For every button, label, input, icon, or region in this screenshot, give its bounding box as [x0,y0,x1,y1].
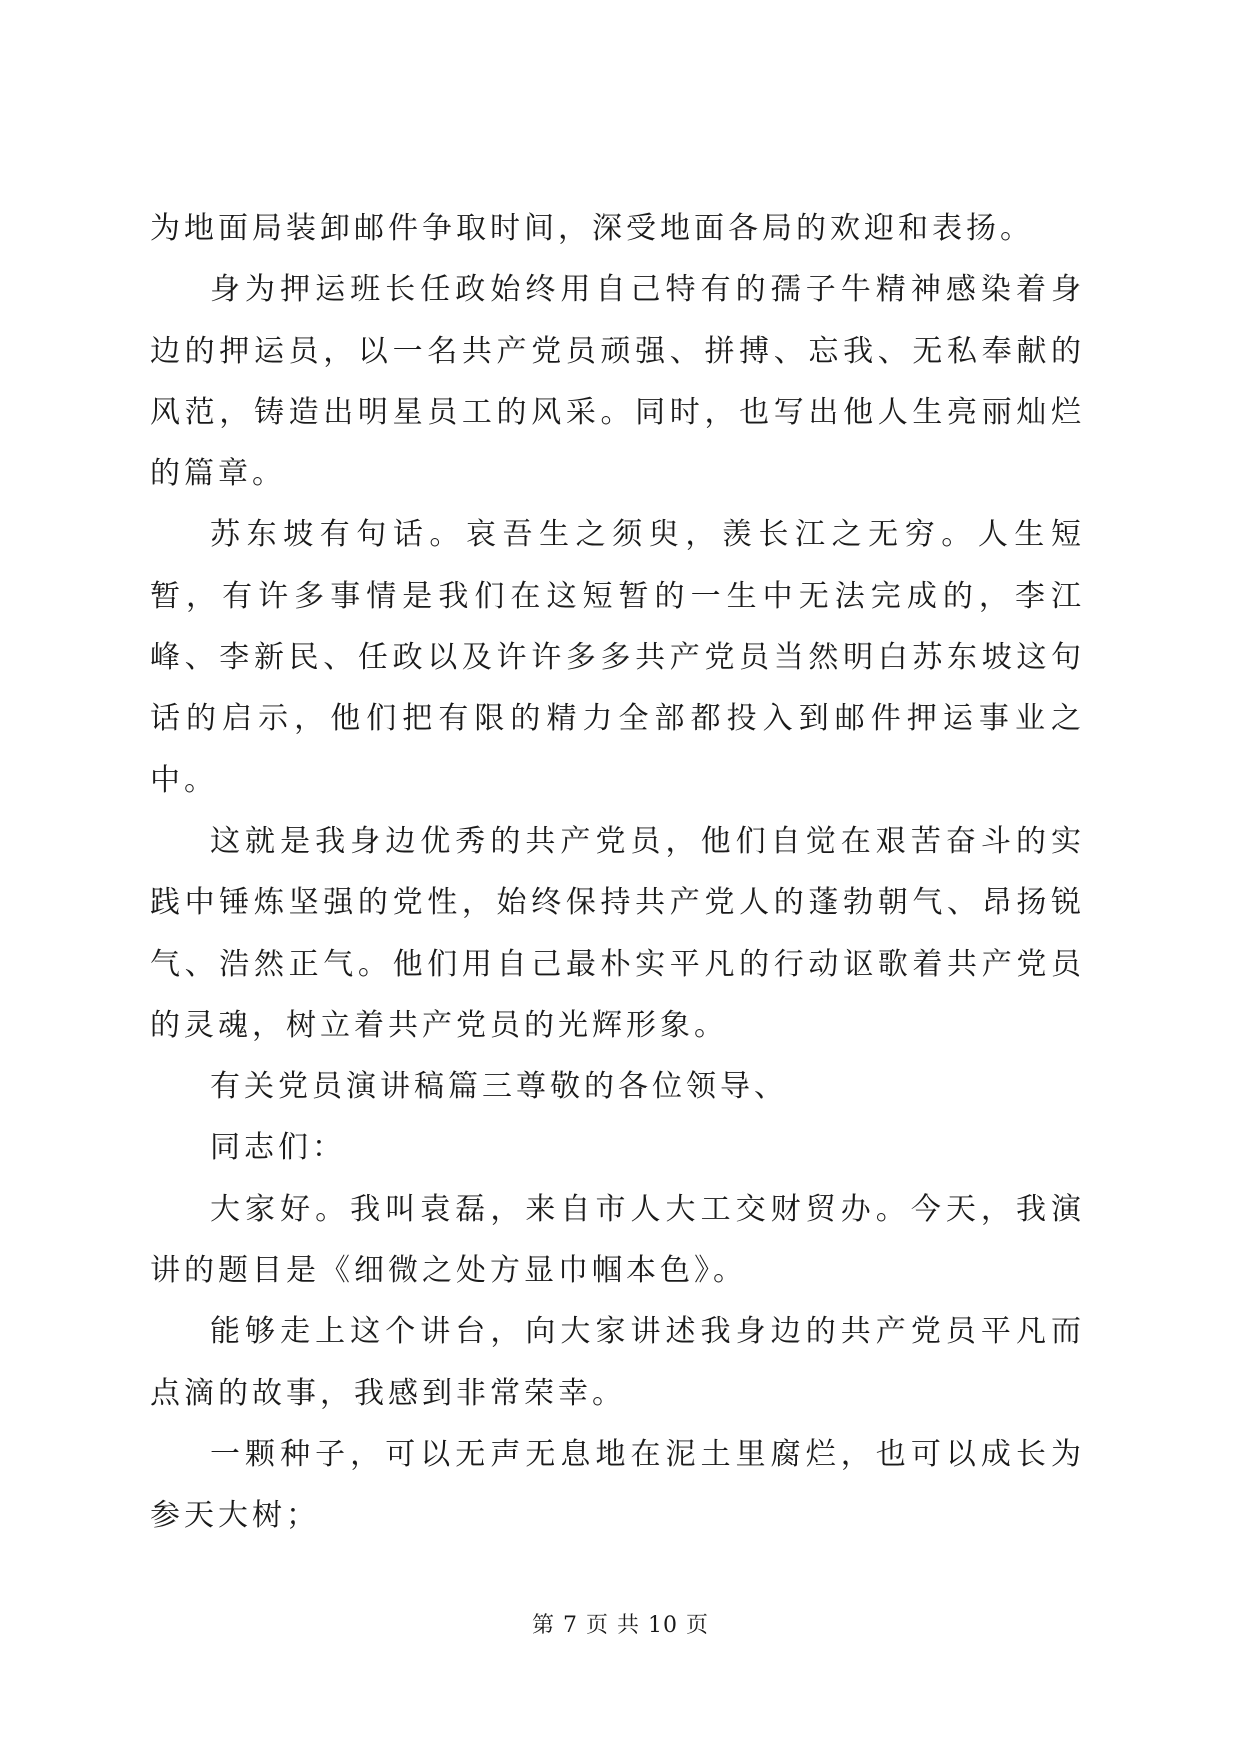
paragraph-honored: 能够走上这个讲台，向大家讲述我身边的共产党员平凡而点滴的故事，我感到非常荣幸。 [150,1314,1085,1411]
paragraph-greeting: 同志们： [210,1130,346,1166]
paragraph-ren-zheng: 身为押运班长任政始终用自己特有的孺子牛精神感染着身边的押运员，以一名共产党员顽强、拼搏、忘我、无私奉献的风范，铸造出明星员工的风采。同时，也写出他人生亮丽灿烂的篇章。 [150,272,1085,492]
paragraph-su-dongpo: 苏东坡有句话。哀吾生之须臾，羡长江之无穷。人生短暂，有许多事情是我们在这短暂的一生中无法完成的，李江峰、李新民、任政以及许许多多共产党员当然明白苏东坡这句话的启示，他们把有限的精力全部都投入到邮件押运事业之中。 [150,517,1085,798]
paragraph-excellent-members: 这就是我身边优秀的共产党员，他们自觉在艰苦奋斗的实践中锤炼坚强的党性，始终保持共产党人的蓬勃朝气、昂扬锐气、浩然正气。他们用自己最朴实平凡的行动讴歌着共产党员的灵魂，树立着共产党员的光辉形象。 [150,823,1085,1043]
paragraph-seed: 一颗种子，可以无声无息地在泥土里腐烂，也可以成长为参天大树； [150,1436,1085,1534]
paragraph-speech-three-heading: 有关党员演讲稿篇三尊敬的各位领导、 [210,1069,788,1105]
document-body [150,198,1085,1547]
paragraph-continuation: 为地面局装卸邮件争取时间，深受地面各局的欢迎和表扬。 [150,211,1034,246]
paragraph-introduction: 大家好。我叫袁磊，来自市人大工交财贸办。今天，我演讲的题目是《细微之处方显巾帼本色》。 [150,1191,1085,1289]
page-number-footer: 第 7 页 共 10 页 [532,1613,709,1638]
